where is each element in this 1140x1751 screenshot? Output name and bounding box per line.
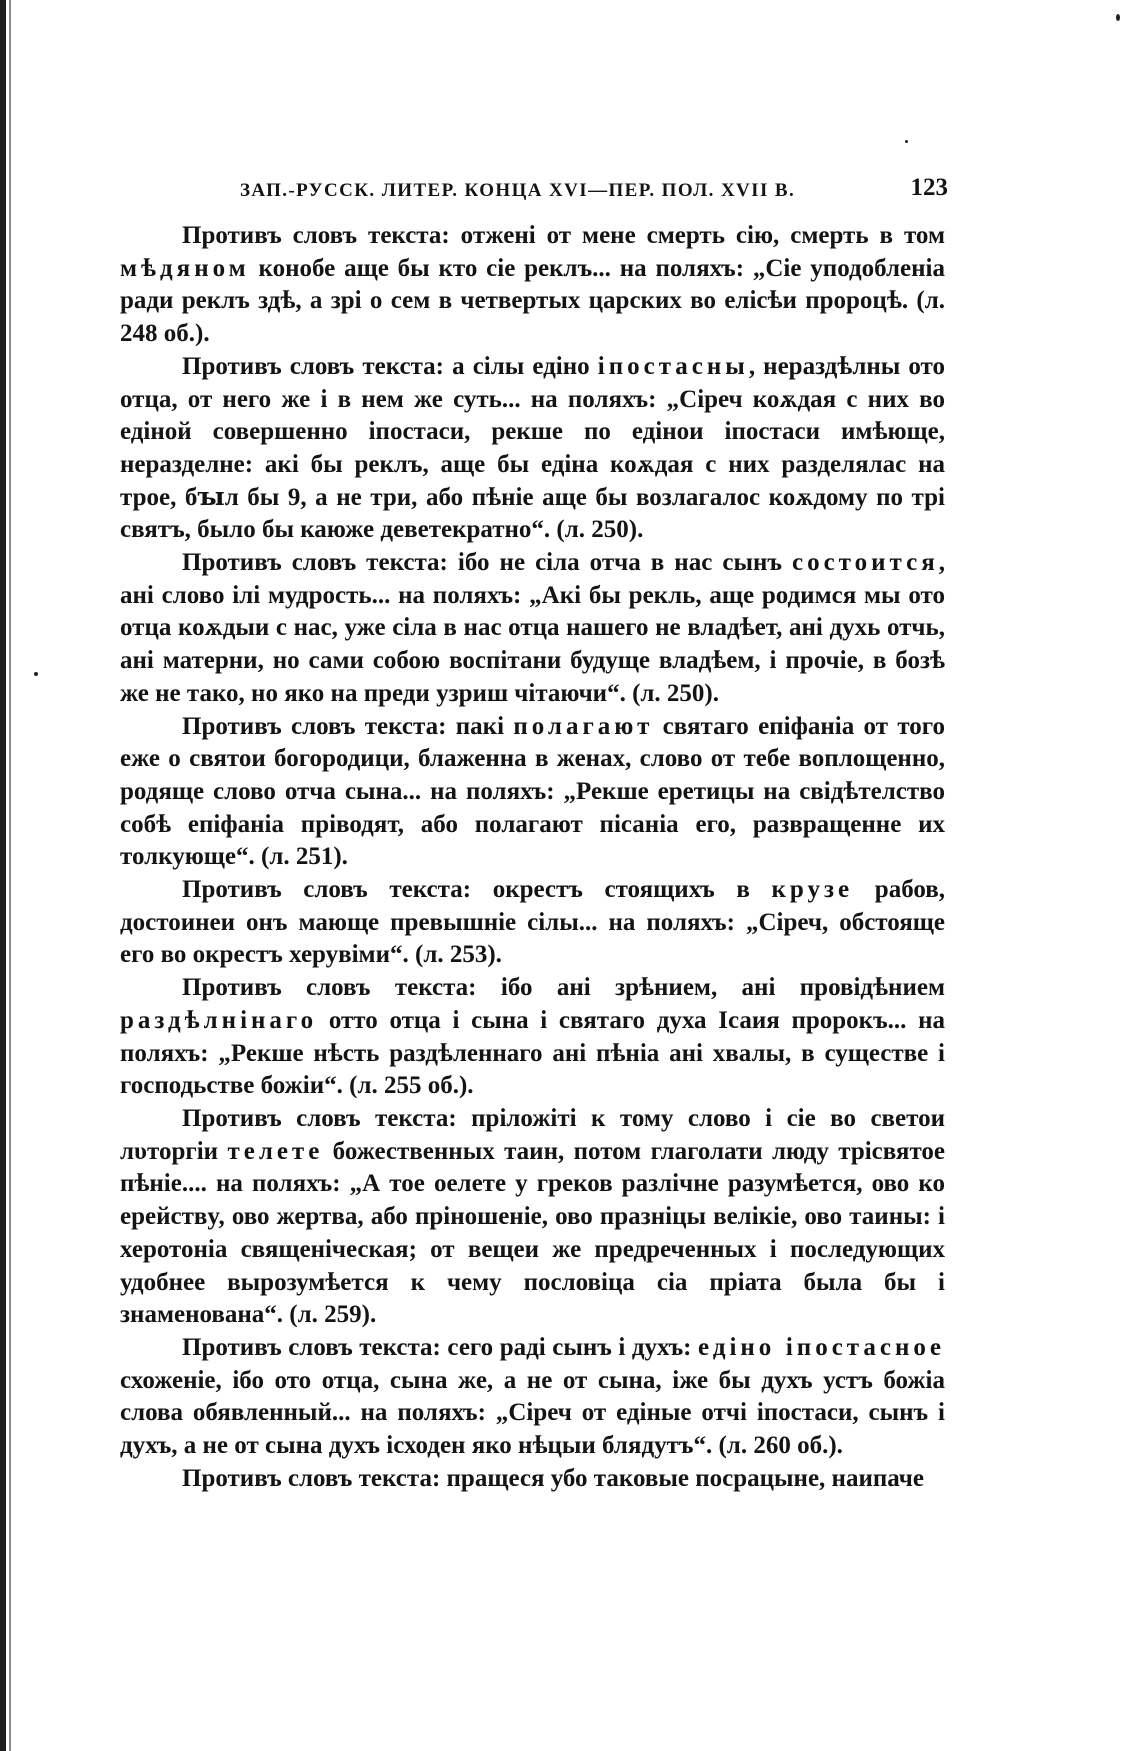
paragraph [120,972,945,1103]
paragraph-text: Противъ словъ текста: сего раді сынъ і духъ: [182,1333,699,1361]
ink-speck [1116,14,1120,21]
paragraph-text: Противъ словъ текста: пріложіті к тому слово і сіе во светои лυторгіи [120,1104,945,1165]
paragraph [120,1332,945,1463]
paragraph [120,1463,945,1496]
paragraph-text: Противъ словъ текста: отжені от мене смерть сію, смерть в том [182,222,945,249]
spaced-emphasis-text: крузе [771,876,854,904]
spaced-emphasis-text: іпостасны [597,352,749,380]
paragraph-text: конобе аще бы кто сіе реклъ... на поляхъ: „Сіе уподобленіа ради реклъ здѣ, а зрі о сем в четвертых царских во елісѣи пророцѣ. (л. 248 об.). [120,254,945,348]
spaced-emphasis-text: телете [227,1137,324,1165]
paragraph-text: Противъ словъ текста: окрестъ стоящихъ в [182,876,772,904]
paragraph-text: Противъ словъ текста: а сілы едіно [182,352,598,380]
spaced-emphasis-text: полагают [513,712,654,740]
paragraph [120,220,945,351]
spaced-emphasis-text: едіно іпостасное [698,1333,945,1361]
paragraph [120,874,945,972]
page-left-edge-shadow [9,0,11,1751]
paragraph [120,547,945,711]
page-left-edge [0,0,6,1751]
paragraph-text: , ані слово ілі мудрость... на поляхъ: „Акі бы рекль, аще родимся мы ото отца коѫдыи с нас, уже сіла в нас отца нашего не владѣет, ані духь отчь, ані матерни, но сами собою воспітани будуще владѣем, і прочіе, в бозѣ же не тако, но яко на преди узриш чітаючи“. (л. 250). [120,549,945,707]
spaced-emphasis-text: мѣдяном [120,254,250,282]
paragraph-text: Противъ словъ текста: ібо не сіла отча в нас сынъ [182,549,792,577]
paragraph-text: рабов, достоинеи онъ мающе превышніе сілы... на поляхъ: „Сіреч, обстояще его во окрестъ херувіми“. (л. 253). [120,876,946,969]
paragraph-text: божественных таин, потом глаголати люду трісвятое пѣніе.... на поляхъ: „А тое оелете у греков разлічне разумѣется, ово ко ерействy, ово жертва, або пріношеніе, ово празніцы велікіе, ово таины: і херотоніа священіческая; от вещеи же предреченных і последующих удобнее вырозумѣется к чему пословіца сіа пріата была бы і знаменована“. (л. 259). [120,1137,946,1329]
paragraph-text: святаго епіфаніа от того еже о святои богородици, блаженна в женах, слово от тебе воплощенно, родяще слово отча сына... на поляхъ: „Рекше еретицы на свідѣтелство собѣ епіфаніа пріводят, або полагают пісаніа его, развращенне их толкующе“. (л. 251). [120,712,945,871]
ink-speck [905,140,908,143]
paragraph-text: схоженіе, ібо ото отца, сына же, а не от сына, іже бы духъ устъ божіа слова обявленный... на поляхъ: „Сіреч от едіные отчі іпостаси, сынъ і духъ, а не от сына духъ ісходен яко нѣцыи блядутъ“. (л. 260 об.). [120,1366,945,1460]
paragraph-text: , нераздѣлны ото отца, от него же і в нем же суть... на поляхъ: „Сіреч коѫдая с них во едіной совершенно іпостаси, рекше по едінои іпостаси имѣюще, неразделне: акі бы реклъ, аще бы едіна коѫдая с них разделялас на трое, бꙑл бы 9, а не три, або пѣніе аще бы возлагалос коѫдому по трі святъ, было бы каюже деветекратно“. (л. 250). [120,352,945,544]
spaced-emphasis-text: состоится [791,549,939,577]
paragraph-text: Противъ словъ текста: ібо ані зрѣнием, ані провідѣнием [182,974,945,1002]
spaced-emphasis-text: раздѣлнінаго [120,1006,318,1034]
paragraph [120,351,945,547]
paragraph-text: Противъ словъ текста: пакі [182,712,514,740]
page-header [240,174,960,208]
paragraph [120,711,945,875]
page-number: 123 [910,174,948,201]
ink-speck [34,672,38,676]
body-text [120,220,945,1495]
paragraph [120,1103,945,1332]
paragraph-text: Противъ словъ текста: пращеся убо таковые посрацыне, наипаче [182,1464,924,1492]
paragraph-text: отто отца і сына і святаго духа Ісаия пророкъ... на поляхъ: „Рекше нѣсть раздѣленнаго ані пѣніа ані хвалы, в существе і господьстве божіи“. (л. 255 об.). [120,1006,945,1100]
running-head: ЗАП.-РУССК. ЛИТЕР. КОНЦА XVI—ПЕР. ПОЛ. XVII В. [240,180,796,201]
